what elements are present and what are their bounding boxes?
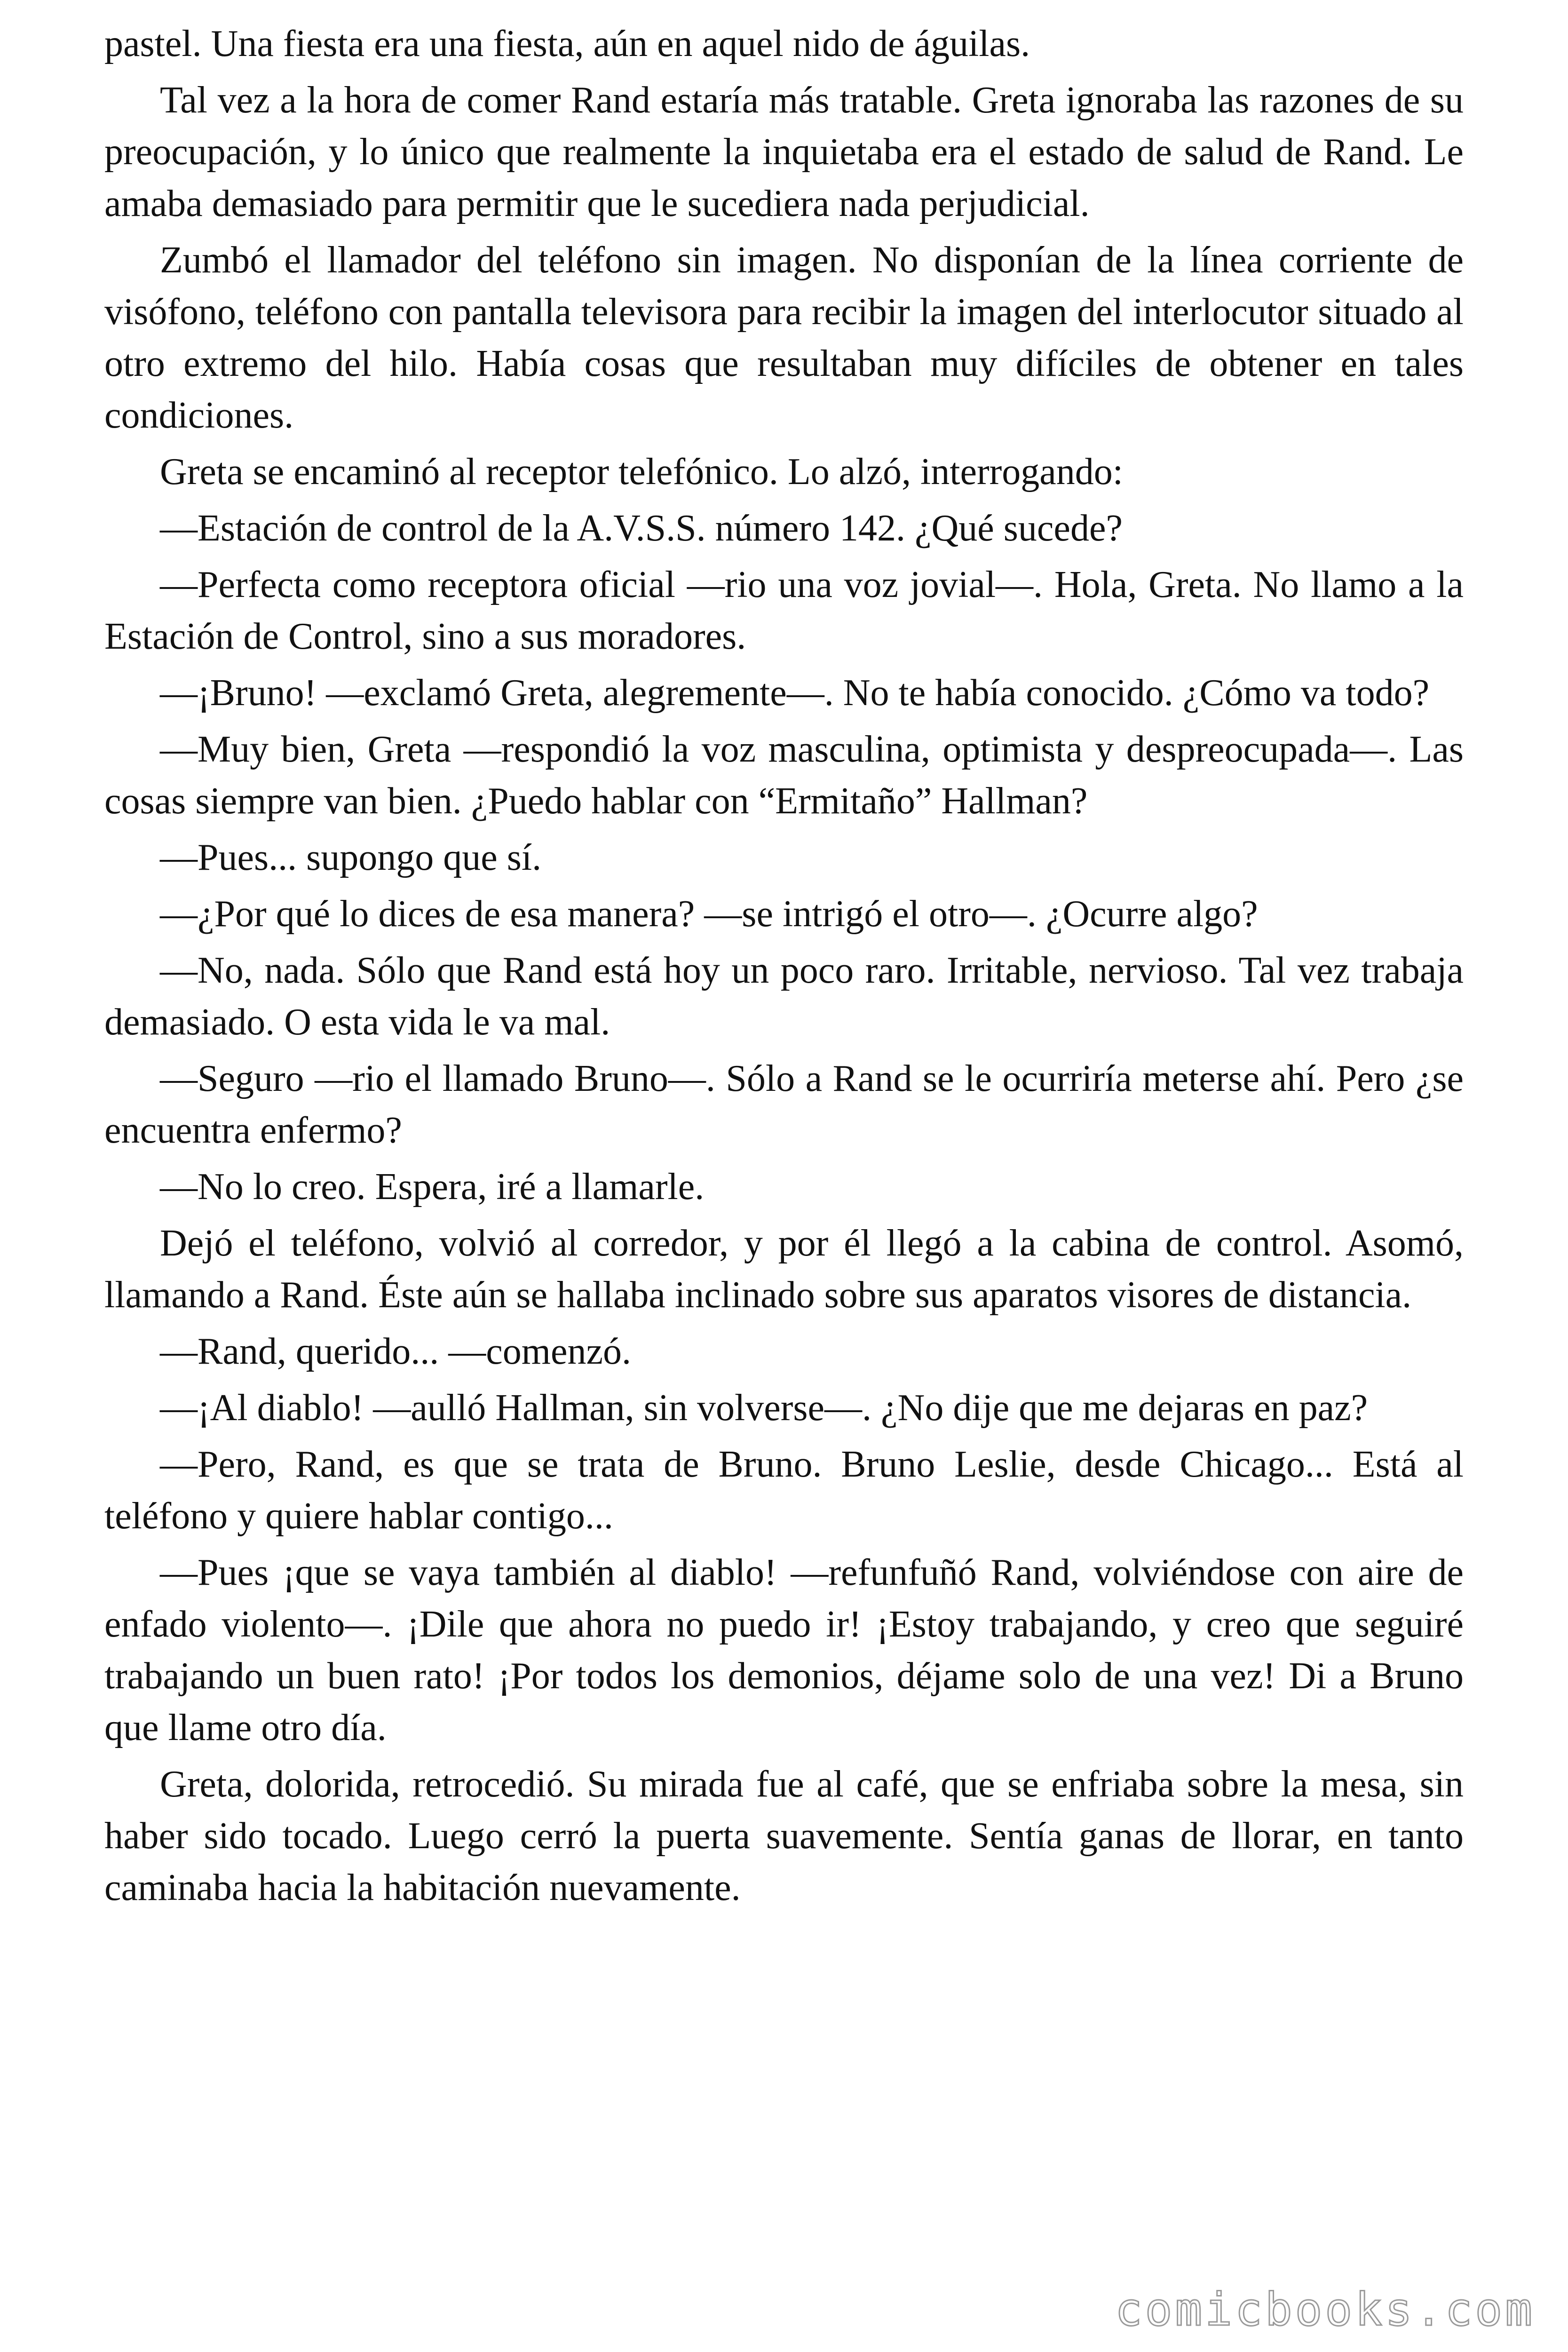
paragraph: —Rand, querido... —comenzó. [160, 1331, 631, 1372]
paragraph: Greta, dolorida, retrocedió. Su mirada fue al café, que se enfriaba sobre la mesa, sin haber sido tocado. Luego cerró la puerta suavemente. Sentía ganas de llorar, en tanto caminaba hacia la habitación nuevamente. [104, 1764, 1464, 1908]
paragraph: Tal vez a la hora de comer Rand estaría más tratable. Greta ignoraba las razones de su preocupación, y lo único que realmente la inquietaba era el estado de salud de Rand. Le amaba demasiado para permitir que le sucediera nada perjudicial. [104, 79, 1464, 224]
paragraph: —¡Bruno! —exclamó Greta, alegremente—. No te había conocido. ¿Cómo va todo? [160, 672, 1430, 714]
paragraph: —Muy bien, Greta —respondió la voz masculina, optimista y despreocupada—. Las cosas siempre van bien. ¿Puedo hablar con “Ermitaño” Hallman? [104, 729, 1464, 822]
paragraph: —No lo creo. Espera, iré a llamarle. [160, 1166, 705, 1208]
paragraph: pastel. Una fiesta era una fiesta, aún en aquel nido de águilas. [104, 23, 1030, 64]
paragraph: —Perfecta como receptora oficial —rio una voz jovial—. Hola, Greta. No llamo a la Estación de Control, sino a sus moradores. [104, 564, 1464, 657]
paragraph: —Pues... supongo que sí. [160, 837, 542, 878]
paragraph: Zumbó el llamador del teléfono sin imagen. No disponían de la línea corriente de visófono, teléfono con pantalla televisora para recibir la imagen del interlocutor situado al otro extremo del hilo. Había cosas que resultaban muy difíciles de obtener en tales condiciones. [104, 239, 1464, 436]
paragraph: Greta se encaminó al receptor telefónico. Lo alzó, interrogando: [160, 451, 1123, 493]
paragraph: —¿Por qué lo dices de esa manera? —se intrigó el otro—. ¿Ocurre algo? [160, 893, 1258, 935]
paragraph: —No, nada. Sólo que Rand está hoy un poco raro. Irritable, nervioso. Tal vez trabaja demasiado. O esta vida le va mal. [104, 950, 1464, 1043]
paragraph: Dejó el teléfono, volvió al corredor, y por él llegó a la cabina de control. Asomó, llamando a Rand. Éste aún se hallaba inclinado sobre sus aparatos visores de distancia. [104, 1223, 1464, 1316]
paragraph: —Seguro —rio el llamado Bruno—. Sólo a Rand se le ocurriría meterse ahí. Pero ¿se encuentra enfermo? [104, 1058, 1464, 1151]
paragraph: —Estación de control de la A.V.S.S. número 142. ¿Qué sucede? [160, 508, 1123, 549]
watermark: comicbooks.com [1115, 2283, 1535, 2336]
paragraph: —Pero, Rand, es que se trata de Bruno. Bruno Leslie, desde Chicago... Está al teléfono y quiere hablar contigo... [104, 1444, 1464, 1537]
paragraph: —Pues ¡que se vaya también al diablo! —refunfuñó Rand, volviéndose con aire de enfado violento—. ¡Dile que ahora no puedo ir! ¡Estoy trabajando, y creo que seguiré trabajando un buen rato! ¡Por todos los demonios, déjame solo de una vez! Di a Bruno que llame otro día. [104, 1552, 1464, 1748]
paragraph: —¡Al diablo! —aulló Hallman, sin volverse—. ¿No dije que me dejaras en paz? [160, 1387, 1368, 1429]
